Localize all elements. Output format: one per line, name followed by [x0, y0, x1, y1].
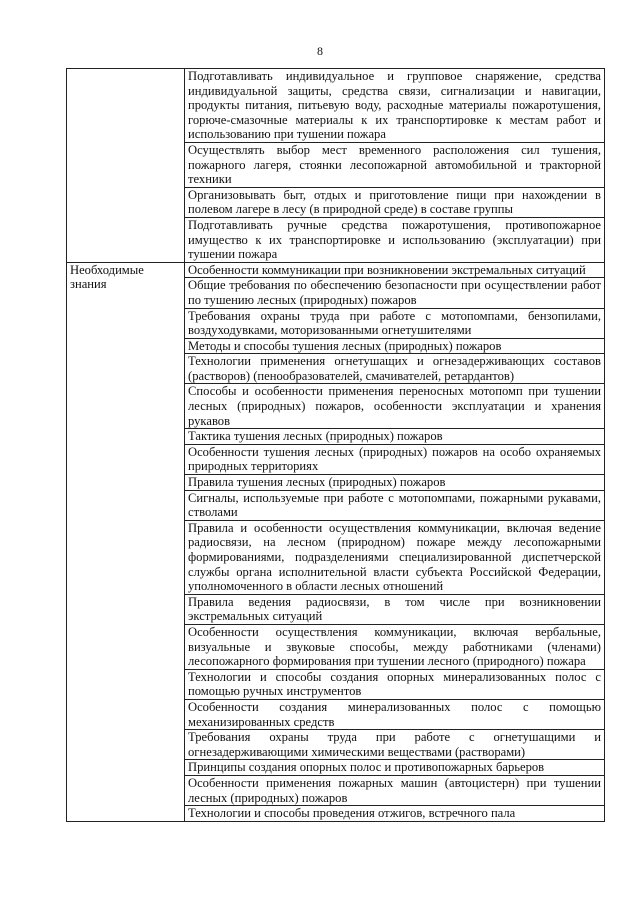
table-cell: Правила и особенности осуществления коммуникации, включая ведение радиосвязи, на лесном (природном) пожаре между лесопожарными формированиями, подразделениями специализированной диспетчерской службы органа исполнительной власти субъекта Российской Федерации, уполномоченного в области лесных отношений [185, 520, 605, 594]
table-cell: Подготавливать индивидуальное и групповое снаряжение, средства индивидуальной защиты, средства связи, сигнализации и навигации, продукты питания, питьевую воду, расходные материалы пожаротушения, горюче-смазочные материалы к их транспортировке к местам работ и использованию при тушении пожара [185, 69, 605, 143]
table-cell: Организовывать быт, отдых и приготовление пищи при нахождении в полевом лагере в лесу (в природной среде) в составе группы [185, 187, 605, 217]
requirements-table [66, 68, 605, 822]
table-row [67, 69, 605, 143]
table-cell: Общие требования по обеспечению безопасности при осуществлении работ по тушению лесных (природных) пожаров [185, 278, 605, 308]
section-label-empty [67, 69, 185, 263]
section-label-knowledge: Необходимые знания [67, 262, 185, 821]
table-cell: Технологии применения огнетушащих и огнезадерживающих составов (растворов) (пенообразователей, смачивателей, ретардантов) [185, 354, 605, 384]
table-cell: Принципы создания опорных полос и противопожарных барьеров [185, 760, 605, 776]
table-cell: Методы и способы тушения лесных (природных) пожаров [185, 338, 605, 354]
table-cell: Правила ведения радиосвязи, в том числе при возникновении экстремальных ситуаций [185, 594, 605, 624]
table-cell: Правила тушения лесных (природных) пожаров [185, 475, 605, 491]
table-cell: Осуществлять выбор мест временного расположения сил тушения, пожарного лагеря, стоянки лесопожарной автомобильной и тракторной техники [185, 142, 605, 187]
table-cell: Требования охраны труда при работе с огнетушащими и огнезадерживающими химическими веществами (растворами) [185, 730, 605, 760]
table-cell: Особенности применения пожарных машин (автоцистерн) при тушении лесных (природных) пожаров [185, 775, 605, 805]
table-row [67, 262, 605, 278]
table-cell: Особенности тушения лесных (природных) пожаров на особо охраняемых природных территориях [185, 444, 605, 474]
table-cell: Тактика тушения лесных (природных) пожаров [185, 429, 605, 445]
table-cell: Особенности осуществления коммуникации, включая вербальные, визуальные и звуковые способы, между работниками (членами) лесопожарного формирования при тушении лесного (природного) пожара [185, 624, 605, 669]
table-cell: Технологии и способы проведения отжигов, встречного пала [185, 806, 605, 822]
table-cell: Сигналы, используемые при работе с мотопомпами, пожарными рукавами, стволами [185, 490, 605, 520]
table-cell: Подготавливать ручные средства пожаротушения, противопожарное имущество к их транспортировке и использованию (эксплуатации) при тушении пожара [185, 217, 605, 262]
page-number: 8 [317, 44, 323, 58]
table-cell: Требования охраны труда при работе с мотопомпами, бензопилами, воздуходувками, моторизованными огнетушителями [185, 308, 605, 338]
table-cell: Особенности коммуникации при возникновении экстремальных ситуаций [185, 262, 605, 278]
table-cell: Способы и особенности применения переносных мотопомп при тушении лесных (природных) пожаров, особенности эксплуатации и хранения рукавов [185, 384, 605, 429]
table-cell: Технологии и способы создания опорных минерализованных полос с помощью ручных инструментов [185, 669, 605, 699]
table-cell: Особенности создания минерализованных полос с помощью механизированных средств [185, 699, 605, 729]
